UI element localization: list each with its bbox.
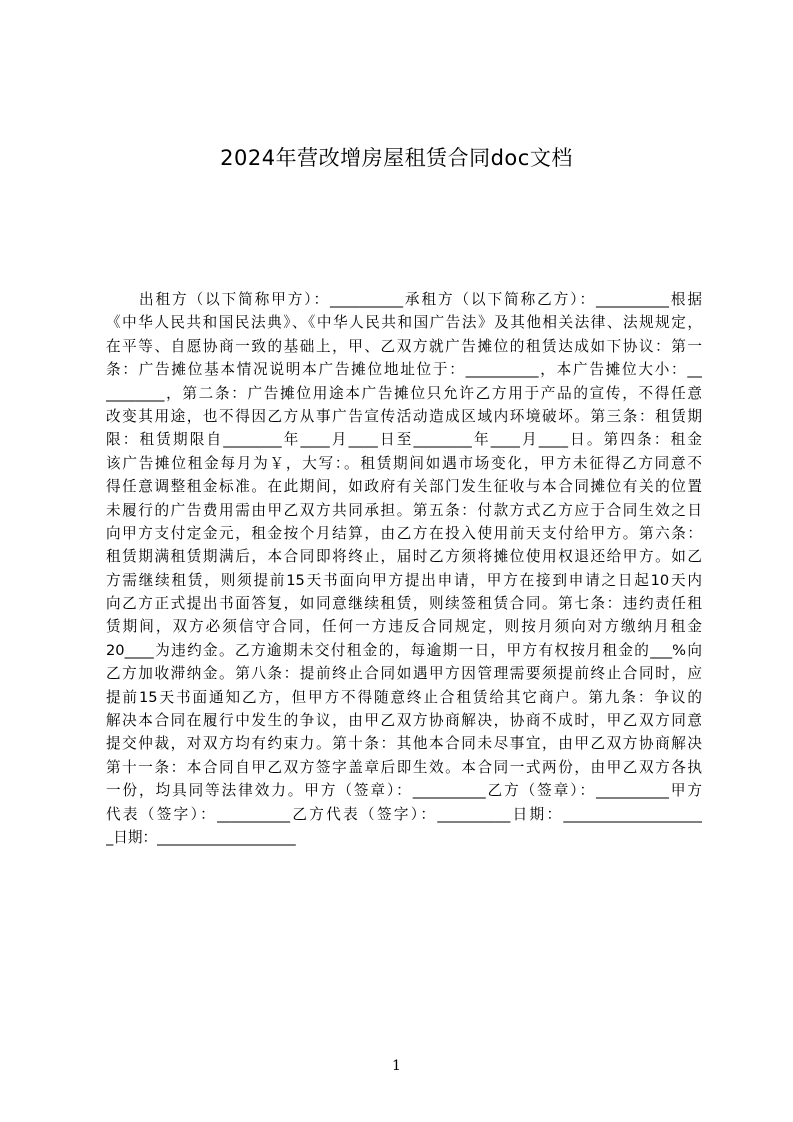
body-line: 出租方（以下简称甲方）：__________承租方（以下简称乙方）：__________根据 [139,291,702,308]
body-line: 解决本合同在履行中发生的争议，由甲乙双方协商解决，协商不成时，甲乙双方同意 [106,712,702,730]
body-line: 第十一条：本合同自甲乙双方签字盖章后即生效。本合同一式两份，由甲乙双方各执 [106,758,702,776]
body-line: 得任意调整租金标准。在此期间，如政府有关部门发生征收与本合同摊位有关的位置 [106,478,702,496]
body-line: _日期：___________________ [106,828,296,846]
contract-body [106,288,702,849]
body-line: 该广告摊位租金每月为￥，大写：。租赁期间如遇市场变化，甲方未征得乙方同意不 [106,454,702,472]
body-line: 提前15天书面通知乙方，但甲方不得随意终止合租赁给其它商户。第九条：争议的 [106,688,702,706]
body-line: 赁期间，双方必须信守合同，任何一方违反合同规定，则按月须向对方缴纳月租金 [106,618,702,636]
body-line: 《中华人民共和国民法典》、《中华人民共和国广告法》及其他相关法律、法规规定， [106,314,702,332]
body-line: 乙方加收滞纳金。第八条：提前终止合同如遇甲方因管理需要须提前终止合同时，应 [106,665,702,683]
body-line: 条：广告摊位基本情况说明本广告摊位地址位于：__________，本广告摊位大小：__ [106,361,702,379]
body-line: 向乙方正式提出书面答复，如同意继续租赁，则续签租赁合同。第七条：违约责任租 [106,595,702,613]
body-line: ________，第二条：广告摊位用途本广告摊位只允许乙方用于产品的宣传，不得任意 [106,384,702,402]
body-line: 向甲方支付定金元，租金按个月结算，由乙方在投入使用前天支付给甲方。第六条： [106,524,702,542]
page-number: 1 [392,1058,401,1074]
body-line: 未履行的广告费用需由甲乙双方共同承担。第五条：付款方式乙方应于合同生效之日 [106,501,702,519]
body-line: 改变其用途，也不得因乙方从事广告宣传活动造成区域内环境破坏。第三条：租赁期 [106,407,702,425]
body-line: 限：租赁期限自________年____月____日至________年____月____日。第四条：租金 [106,431,702,449]
body-line: 在平等、自愿协商一致的基础上，甲、乙双方就广告摊位的租赁达成如下协议：第一 [106,337,702,355]
document-title: 2024年营改增房屋租赁合同doc文档 [220,146,573,170]
body-line: 20____为违约金。乙方逾期未交付租金的，每逾期一日，甲方有权按月租金的___%向 [106,641,702,659]
body-line: 租赁期满租赁期满后，本合同即将终止，届时乙方须将摊位使用权退还给甲方。如乙 [106,548,702,566]
body-line: 提交仲裁，对双方均有约束力。第十条：其他本合同未尽事宜，由甲乙双方协商解决 [106,735,702,753]
body-line: 代表（签字）：__________乙方代表（签字）：__________日期：___________________ [106,805,702,823]
body-line: 方需继续租赁，则须提前15天书面向甲方提出申请，甲方在接到申请之日起10天内 [106,571,702,589]
body-line: 一份，均具同等法律效力。甲方（签章）：__________乙方（签章）：__________甲方 [106,782,702,800]
